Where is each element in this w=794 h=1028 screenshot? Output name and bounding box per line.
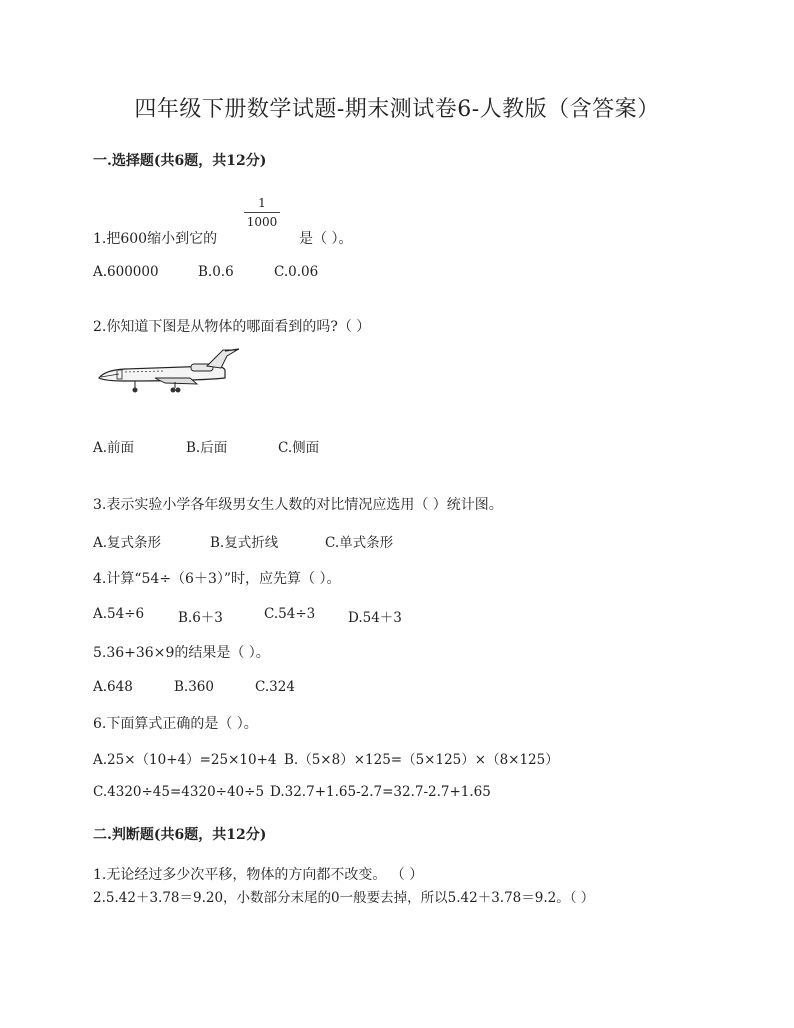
q2-option-b: B.后面 xyxy=(186,440,228,456)
q1-option-b: B.0.6 xyxy=(198,264,234,280)
q2-option-a: A.前面 xyxy=(93,440,135,456)
fraction-bar xyxy=(244,212,280,213)
fraction-numerator: 1 xyxy=(258,196,266,210)
question-1-stem-end: 是（ ）。 xyxy=(299,231,353,247)
section-heading-judgment: 二.判断题(共6题，共12分) xyxy=(93,827,267,843)
q3-option-a: A.复式条形 xyxy=(93,535,162,551)
judgment-question-1: 1.无论经过多少次平移，物体的方向都不改变。 （ ） xyxy=(93,867,424,883)
question-1-stem: 1.把600缩小到它的 xyxy=(93,231,218,247)
q3-option-b: B.复式折线 xyxy=(210,535,279,551)
q6-option-c: C.4320÷45=4320÷40÷5 xyxy=(93,784,265,800)
q6-option-a: A.25×（10+4）=25×10+4 xyxy=(93,752,277,768)
fraction-denominator: 1000 xyxy=(246,215,278,229)
question-3-stem: 3.表示实验小学各年级男女生人数的对比情况应选用（ ）统计图。 xyxy=(93,497,503,513)
q4-option-b: B.6＋3 xyxy=(178,610,223,626)
q6-option-d: D.32.7+1.65-2.7=32.7-2.7+1.65 xyxy=(270,784,491,800)
q2-option-c: C.侧面 xyxy=(278,440,320,456)
fraction xyxy=(244,196,280,229)
q5-option-a: A.648 xyxy=(93,679,133,695)
q5-option-c: C.324 xyxy=(255,679,295,695)
q3-option-c: C.单式条形 xyxy=(325,535,394,551)
q5-option-b: B.360 xyxy=(174,679,214,695)
q1-option-a: A.600000 xyxy=(93,264,159,280)
q4-option-a: A.54÷6 xyxy=(93,606,145,622)
question-6-stem: 6.下面算式正确的是（ ）。 xyxy=(93,716,258,732)
q1-option-c: C.0.06 xyxy=(274,264,319,280)
q4-option-c: C.54÷3 xyxy=(264,606,316,622)
question-2-stem: 2.你知道下图是从物体的哪面看到的吗?（ ） xyxy=(93,319,371,335)
question-4-stem: 4.计算“54÷（6＋3）”时，应先算（ ）。 xyxy=(93,571,341,587)
question-5-stem: 5.36+36×9的结果是（ ）。 xyxy=(93,645,270,661)
judgment-question-2: 2.5.42＋3.78＝9.20，小数部分末尾的0一般要去掉，所以5.42＋3.78＝9.2。（ ） xyxy=(93,890,595,906)
page-title: 四年级下册数学试题-期末测试卷6-人教版（含答案） xyxy=(134,97,660,122)
section-heading-choice: 一.选择题(共6题，共12分) xyxy=(93,153,267,169)
q6-option-b: B.（5×8）×125=（5×125）×（8×125） xyxy=(284,752,559,768)
q4-option-d: D.54＋3 xyxy=(348,610,402,626)
airplane-side-view-icon xyxy=(95,348,245,400)
